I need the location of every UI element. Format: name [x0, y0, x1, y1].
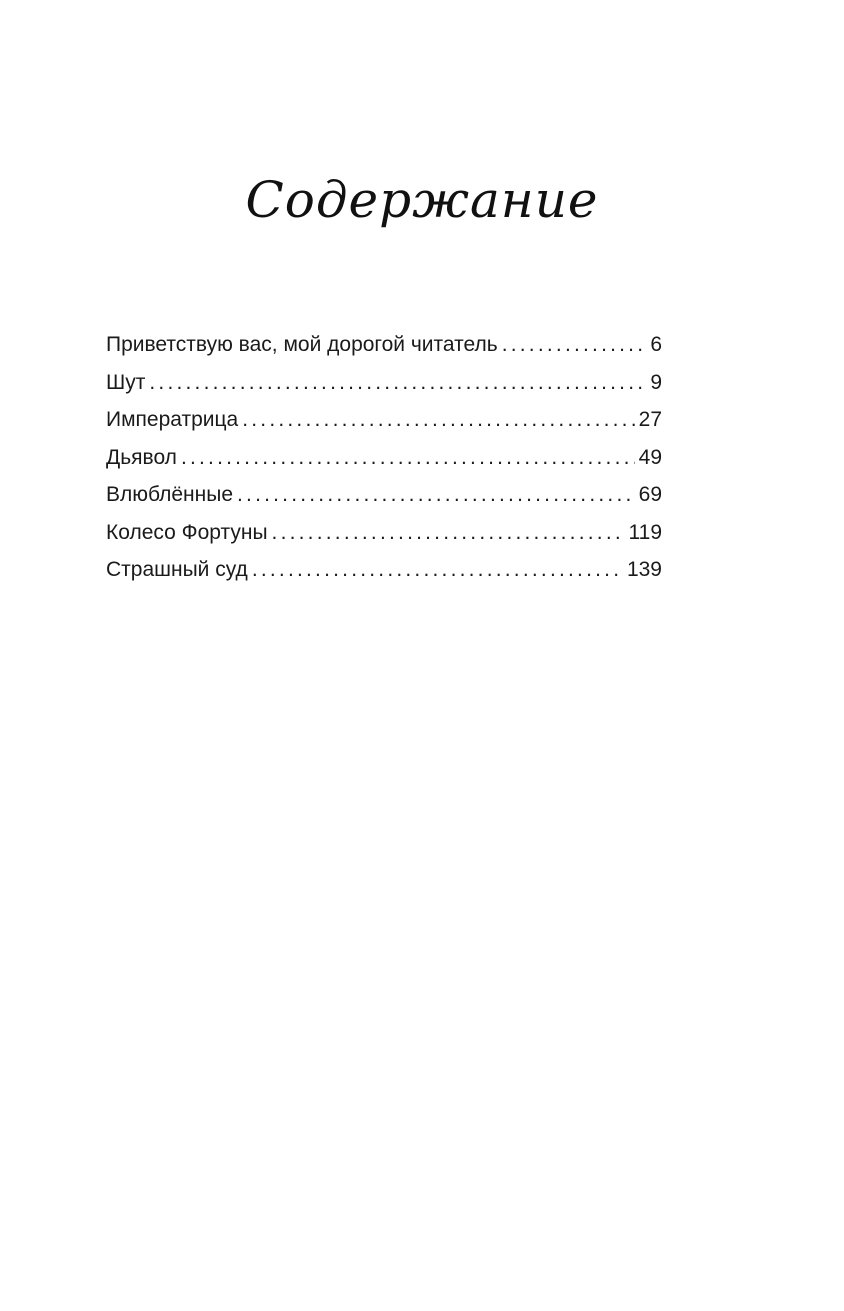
toc-entry[interactable]	[106, 401, 662, 439]
dot-leader	[149, 364, 646, 402]
toc-entry-page-number: 49	[638, 445, 662, 469]
dot-leader	[272, 514, 625, 552]
toc-entry-title: Страшный суд	[106, 558, 248, 581]
dot-leader	[242, 401, 634, 439]
dot-leader	[252, 551, 623, 589]
toc-entry-page-number: 6	[650, 333, 662, 356]
toc-entry[interactable]	[106, 514, 662, 552]
toc-entry-title: Колесо Фортуны	[106, 520, 268, 544]
toc-entry-page-number: 119	[628, 520, 662, 544]
toc-entry-page-number: 139	[626, 558, 662, 581]
toc-entry-page-number: 69	[638, 483, 662, 506]
toc-entry-title: Шут	[106, 370, 146, 394]
page-title: Содержание	[245, 171, 599, 229]
toc-entry[interactable]	[106, 326, 662, 364]
toc-entry-page-number: 27	[638, 408, 662, 431]
toc-entry-title: Приветствую вас, мой дорогой читатель	[106, 333, 498, 356]
toc-entry[interactable]	[106, 476, 662, 514]
toc-entry[interactable]	[106, 364, 662, 402]
toc-entry-title: Влюблённые	[106, 483, 233, 506]
toc-entry[interactable]	[106, 551, 662, 589]
dot-leader	[237, 476, 635, 514]
table-of-contents	[106, 326, 662, 589]
dot-leader	[502, 326, 647, 364]
dot-leader	[181, 439, 635, 477]
toc-entry-title: Дьявол	[106, 445, 177, 469]
toc-entry-page-number: 9	[650, 370, 662, 394]
toc-entry-title: Императрица	[106, 408, 239, 431]
toc-entry[interactable]	[106, 439, 662, 477]
